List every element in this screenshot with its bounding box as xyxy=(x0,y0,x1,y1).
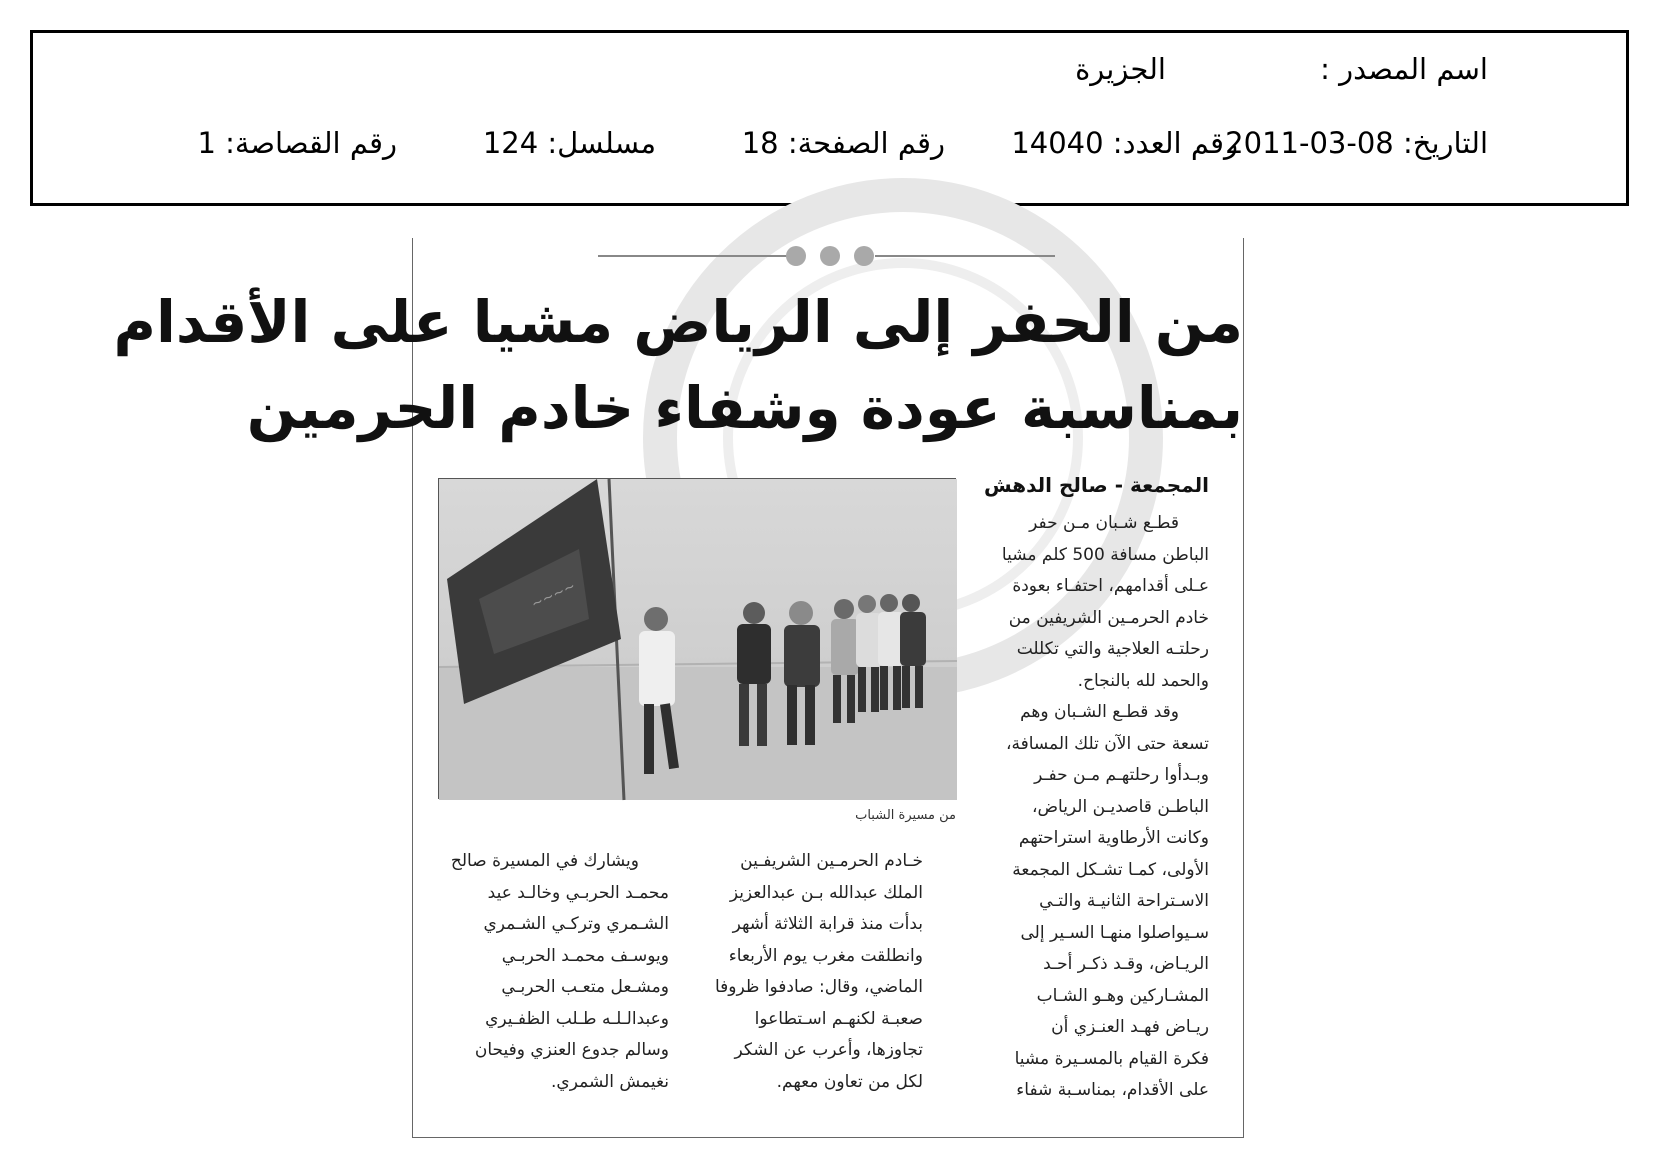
source-value: الجزيرة xyxy=(1075,52,1166,86)
serial-field: مسلسل: 124 xyxy=(482,126,656,160)
date-field: التاريخ: 08-03-2011 xyxy=(1225,126,1488,160)
column-1-line: تسعة حتى الآن تلك المسافة، xyxy=(1005,733,1209,754)
column-1-line: رحلتـه العلاجية والتي تكللت xyxy=(1016,639,1209,659)
article-column-1 xyxy=(963,508,1209,1107)
column-1-line: الاسـتراحة الثانيـة والتـي xyxy=(1039,891,1209,911)
column-1-line: الريـاض، وقـد ذكـر أحـد xyxy=(1043,954,1209,974)
header-rule-left xyxy=(598,255,788,257)
byline: المجمعة - صالح الدهش xyxy=(983,473,1209,497)
header-dot-2 xyxy=(820,246,840,266)
column-1-line: الباطن مسافة 500 كلم مشيا xyxy=(1001,544,1209,565)
photo-caption: من مسيرة الشباب xyxy=(855,808,956,823)
column-3-line: ويشارك في المسيرة صالح xyxy=(450,851,639,871)
column-3-line: ومشـعل متعـب الحربـي xyxy=(501,977,669,997)
column-3-line: نغيمش الشمري. xyxy=(551,1071,669,1092)
article-photo xyxy=(438,478,956,799)
page-field: رقم الصفحة: 18 xyxy=(741,126,945,160)
column-1-line: وقد قطـع الشـبان وهم xyxy=(1020,702,1179,722)
column-2-line: صعبـة لكنهـم اسـتطاعوا xyxy=(754,1008,923,1029)
column-2-line: لكل من تعاون معهم. xyxy=(776,1071,923,1092)
header-dot-3 xyxy=(854,246,874,266)
column-3-line: وعبدالـلـه طـلب الظفـيري xyxy=(485,1008,669,1029)
headline-line-1: من الحفر إلى الرياض مشيا على الأقدام xyxy=(113,288,1243,356)
column-2-line: خـادم الحرمـين الشريفـين xyxy=(740,851,923,871)
column-1-line: خادم الحرمـين الشريفين من xyxy=(1008,607,1209,628)
column-1-line: الأولى، كمـا تشـكل المجمعة xyxy=(1012,859,1209,880)
photo-marchers-with-flag xyxy=(439,479,957,800)
headline-line-2: بمناسبة عودة وشفاء خادم الحرمين xyxy=(246,374,1243,442)
article-column-2 xyxy=(695,846,923,1098)
column-2-line: وانطلقت مغرب يوم الأربعاء xyxy=(728,945,923,966)
column-1-line: والحمد لله بالنجاح. xyxy=(1077,670,1209,691)
column-1-line: على الأقدام، بمناسـبة شفاء xyxy=(1016,1080,1209,1100)
column-3-line: وسالم جدوع العنزي وفيحان xyxy=(474,1040,669,1060)
column-1-line: سـيواصلوا منهـا السـير إلى xyxy=(1020,922,1209,943)
clip-number-field: رقم القصاصة: 1 xyxy=(197,126,397,160)
column-1-line: وكانت الأرطاوية استراحتهم xyxy=(1018,828,1209,848)
column-1-line: عـلى أقدامهم، احتفـاء بعودة xyxy=(1012,576,1209,596)
column-1-line: ريـاض فهـد العنـزي أن xyxy=(1051,1017,1209,1037)
column-2-line: الماضي، وقال: صادفوا ظروفا xyxy=(714,977,923,997)
newspaper-clipping xyxy=(113,238,1244,1138)
column-2-line: تجاوزها، وأعرب عن الشكر xyxy=(734,1040,923,1060)
issue-field: رقم العدد: 14040 xyxy=(1011,126,1238,160)
column-3-line: ويوسـف محمـد الحربـي xyxy=(501,945,669,966)
column-2-line: الملك عبدالله بـن عبدالعزيز xyxy=(729,882,923,903)
column-2-line: بدأت منذ قرابة الثلاثة أشهر xyxy=(732,914,923,934)
column-3-line: الشـمري وتركـي الشـمري xyxy=(483,914,669,934)
column-1-line: وبـدأوا رحلتهـم مـن حفـر xyxy=(1034,765,1209,785)
column-1-line: فكرة القيام بالمسـيرة مشيا xyxy=(1014,1048,1209,1069)
article-column-3 xyxy=(441,846,669,1098)
column-1-line: الباطـن قاصديـن الرياض، xyxy=(1031,796,1209,817)
column-1-line: المشـاركين وهـو الشـاب xyxy=(1036,985,1209,1006)
column-1-line: قطـع شـبان مـن حفر xyxy=(1029,513,1179,533)
svg-text:~~~~: ~~~~ xyxy=(528,578,579,613)
header-rule-right xyxy=(875,255,1055,257)
header-dot-1 xyxy=(786,246,806,266)
source-label: اسم المصدر : xyxy=(1320,52,1488,86)
column-3-line: محمـد الحربـي وخالـد عيد xyxy=(487,882,669,903)
